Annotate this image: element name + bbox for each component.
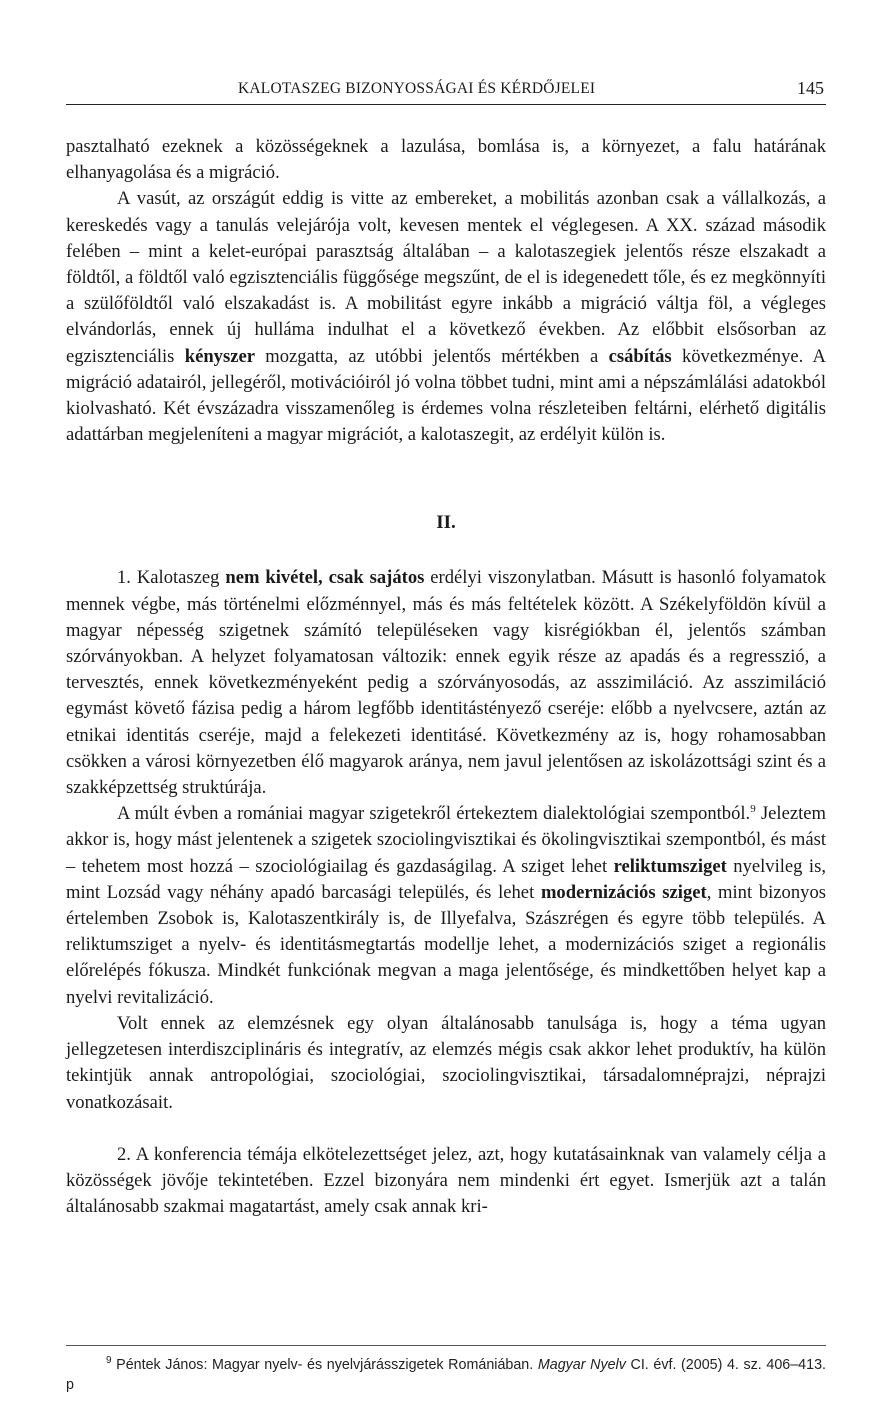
running-title: KALOTASZEG BIZONYOSSÁGAI ÉS KÉRDŐJELEI [238,80,596,97]
emphasis-kenyszer: kényszer [184,345,255,367]
paragraph-6: 2. A konferencia témája elkötelezettséget jelez, azt, hogy kutatásainknak van valamely célja a közösségek jövője tekintetében. Ezzel bizonyára nem mindenki ért egyet. Ismerjük azt a talán általánosabb szakmai magatartást, amely csak annak kri- [66,1143,826,1218]
text-run: , mint bizonyos értelemben Zsobok is, Kalotaszentkirály is, de Illyefalva, Szászrégen és egyre több település. A reliktumsziget a nyelv- és identitásmegtartás modellje lehet, a modernizációs sziget a regionális előrelépés fókusza. Mindkét funkciónak megvan a maga jelentősége, és mindkettőben helyet kap a nyelvi revitalizáció. [66,881,826,1008]
text-run: erdélyi viszonylatban. Másutt is hasonló folyamatok mennek végbe, más történelmi előzménnyel, más és más feltételek között. A Székelyföldön kívül a magyar népesség szigetnek számító településeken vagy kisrégiókban él, jelentős számban szórványokban. A helyzet folyamatosan változik: ennek egyik része az apadás és a regresszió, a tervesztés, ennek következményeként pedig a szórványosodás, az asszimiláció. Az asszimiláció egymást követő fázisa pedig a három legfőbb identitástényező cseréje: előbb a nyelvcsere, aztán az etnikai identitás cseréje, majd a felekezeti identitásé. Következmény az is, hogy rohamosabban csökken a városi környezetben élő magyarok aránya, nem javul jelentősen az iskolázottsági szint és a szakképzettség struktúrája. [66,567,826,799]
paragraph-3 [66,565,826,801]
paragraph-gap [66,1116,826,1142]
text-run: 1. Kalotaszeg [117,567,226,589]
emphasis-reliktumsziget: reliktumsziget [613,855,727,877]
footnote-mark: 9 [106,1355,112,1367]
text-run: nyelvileg is, mint Lozsád vagy néhány apadó barcasági település, és lehet [66,855,826,903]
text-run: mozgatta, az utóbbi jelentős mértékben a [254,345,609,367]
text-run: Jeleztem akkor is, hogy mást jelentenek a szigetek szociolingvisztikai és ökolingvisztikai szempontból, és mást – tehetem most hozzá – szociológiailag és gazdaságilag. A sziget lehet [66,803,826,877]
footnote-journal: Magyar Nyelv [537,1357,626,1373]
paragraph-5: Volt ennek az elemzésnek egy olyan általánosabb tanulsága is, hogy a téma ugyan jellegzetesen interdiszciplináris és integratív, az elemzés mégis csak akkor lehet produktív, ha külön tekintjük annak antropológiai, szociológiai, szociolingvisztikai, társadalomnéprajzi, néprajzi vonatkozásait. [66,1012,826,1113]
footnote-divider [66,1345,826,1346]
footnote-text: CI. évf. (2005) 4. sz. 406–413. p [66,1357,827,1393]
footnote [66,1355,826,1395]
emphasis-csabitas: csábítás [608,345,672,367]
section-heading: II. [436,512,456,534]
emphasis-nem-kivetel: nem kivétel, csak sajátos [225,567,425,589]
running-header [66,78,826,105]
page-number: 145 [797,78,824,98]
paragraph-2 [66,186,826,448]
footnote-reference[interactable]: 9 [750,803,756,816]
paragraph-1: pasztalható ezeknek a közösségeknek a lazulása, bomlása is, a környezet, a falu határának elhanyagolása és a migráció. [66,136,826,184]
text-run: A múlt évben a romániai magyar szigetekről értekeztem dialektológiai szempontból. [117,803,751,825]
footnote-text: Péntek János: Magyar nyelv- és nyelvjárásszigetek Romániában. [111,1357,538,1373]
paragraph-4 [66,801,826,1011]
text-run: A vasút, az országút eddig is vitte az embereket, a mobilitás azonban csak a vállalkozás, a kereskedés vagy a tanulás velejárója volt, kevesen mentek el véglegesen. A XX. század második felében – mint a kelet-európai parasztság általában – a kalotaszegiek jelentős része elszakadt a földtől, a földtől való egzisztenciális függősége megszűnt, de el is idegenedett tőle, és ez megkönnyíti a szülőföldtől való elszakadást is. A mobilitást egyre inkább a migráció váltja föl, a végleges elvándorlás, ennek új hulláma indulhat el a következő években. Az előbbit elsősorban az egzisztenciális [66,188,826,367]
emphasis-modernizacios-sziget: modernizációs sziget [540,881,707,903]
text-run: következménye. A migráció adatairól, jellegéről, motivációiról jó volna többet tudni, mint ami a népszámlálási adatokból kiolvasható. Két évszázadra visszamenőleg is érdemes volna részleteiben feltárni, elérhető digitális adattárban megjeleníteni a magyar migrációt, a kalotaszegit, az erdélyit külön is. [66,345,826,446]
body-text [66,134,826,1220]
